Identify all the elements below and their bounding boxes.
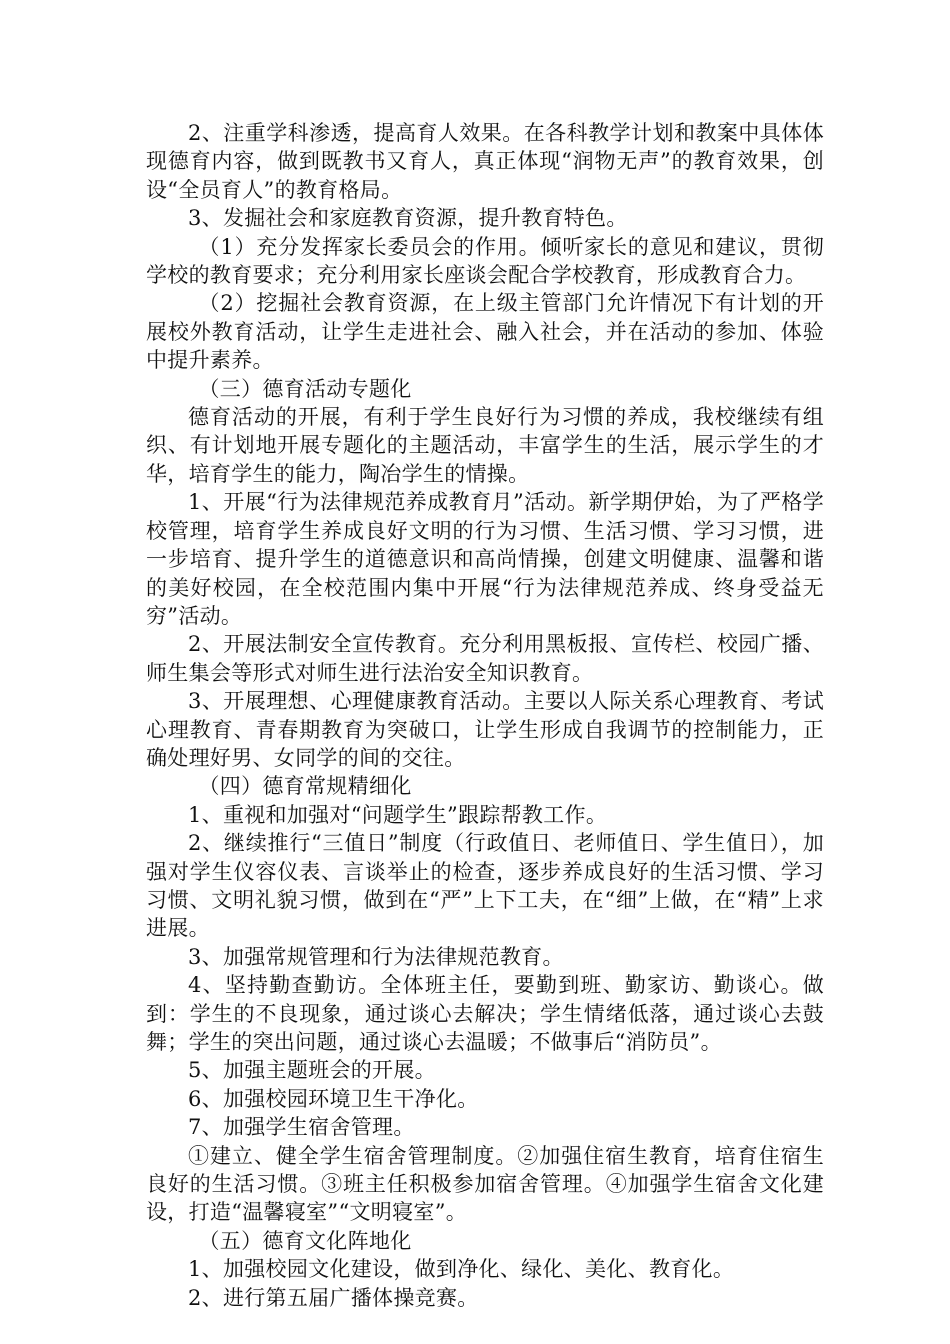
paragraph: ①建立、健全学生宿舍管理制度。②加强住宿生教育，培育住宿生良好的生活习惯。③班主任积极参加宿舍管理。④加强学生宿舍文化建设，打造“温馨寝室”“文明寝室”。 (146, 1143, 824, 1225)
sub-paragraph: （1）充分发挥家长委员会的作用。倾听家长的意见和建议，贯彻学校的教育要求；充分利用家长座谈会配合学校教育，形成教育合力。 (146, 234, 824, 288)
paragraph: 3、加强常规管理和行为法律规范教育。 (188, 944, 564, 969)
paragraph: 德育活动的开展，有利于学生良好行为习惯的养成，我校继续有组织、有计划地开展专题化的主题活动，丰富学生的生活，展示学生的才华，培育学生的能力，陶冶学生的情操。 (146, 405, 824, 486)
paragraph: 3、开展理想、心理健康教育活动。主要以人际关系心理教育、考试心理教育、青春期教育为突破口，让学生形成自我调节的控制能力，正确处理好男、女同学的间的交往。 (146, 689, 824, 770)
paragraph: 4、坚持勤查勤访。全体班主任，要勤到班、勤家访、勤谈心。做到：学生的不良现象，通过谈心去解决；学生情绪低落，通过谈心去鼓舞；学生的突出问题，通过谈心去温暖；不做事后“消防员”。 (146, 973, 824, 1054)
section-heading: （五）德育文化阵地化 (198, 1228, 412, 1253)
paragraph: 2、注重学科渗透，提高育人效果。在各科教学计划和教案中具体体现德育内容，做到既教书又育人，真正体现“润物无声”的教育效果，创设“全员育人”的教育格局。 (146, 121, 824, 202)
paragraph: 3、发掘社会和家庭教育资源，提升教育特色。 (188, 206, 628, 231)
paragraph: 2、继续推行“三值日”制度（行政值日、老师值日、学生值日），加强对学生仪容仪表、言谈举止的检查，逐步养成良好的生活习惯、学习习惯、文明礼貌习惯，做到在“严”上下工夫，在“细”上做，在“精”上求进展。 (146, 831, 824, 941)
section-heading: （四）德育常规精细化 (198, 774, 412, 799)
paragraph: 7、加强学生宿舍管理。 (188, 1115, 415, 1140)
paragraph: 6、加强校园环境卫生干净化。 (188, 1086, 479, 1111)
paragraph: 1、开展“行为法律规范养成教育月”活动。新学期伊始，为了严格学校管理，培育学生养成良好文明的行为习惯、生活习惯、学习习惯，进一步培育、提升学生的道德意识和高尚情操，创建文明健康、温馨和谐的美好校园，在全校范围内集中开展“行为法律规范养成、终身受益无穷”活动。 (146, 490, 824, 628)
sub-paragraph: （2）挖掘社会教育资源，在上级主管部门允许情况下有计划的开展校外教育活动，让学生走进社会、融入社会，并在活动的参加、体验中提升素养。 (146, 291, 824, 373)
paragraph: 5、加强主题班会的开展。 (188, 1058, 436, 1083)
paragraph: 2、开展法制安全宣传教育。充分利用黑板报、宣传栏、校园广播、师生集会等形式对师生进行法治安全知识教育。 (146, 632, 824, 685)
paragraph: 1、加强校园文化建设，做到净化、绿化、美化、教育化。 (188, 1257, 735, 1282)
paragraph: 1、重视和加强对“问题学生”跟踪帮教工作。 (188, 802, 608, 827)
document-body (146, 119, 824, 1312)
section-heading: （三）德育活动专题化 (198, 376, 412, 401)
paragraph: 2、进行第五届广播体操竞赛。 (188, 1285, 479, 1310)
